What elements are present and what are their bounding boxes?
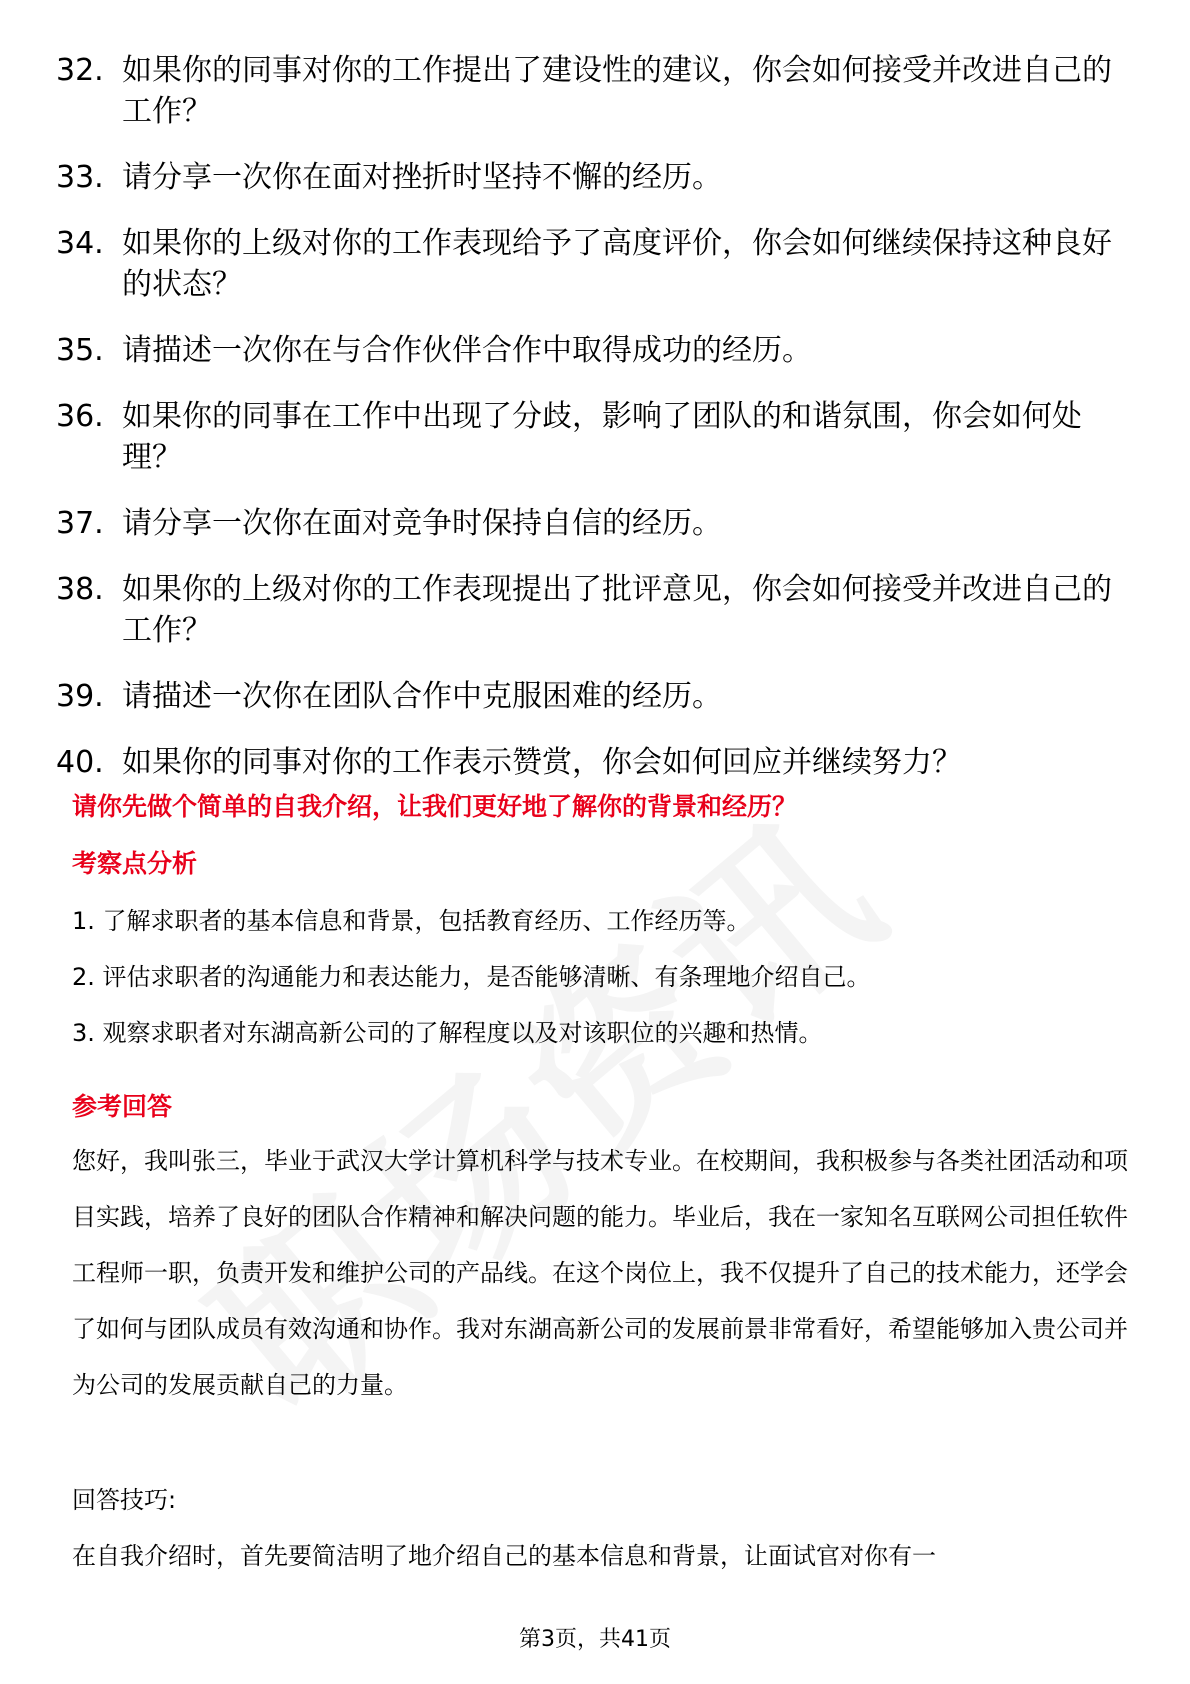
question-list	[56, 50, 1136, 808]
page-footer: 第3页，共41页	[519, 1627, 671, 1652]
question-number: 38.	[56, 572, 104, 607]
question-text: 如果你的上级对你的工作表现给予了高度评价，你会如何继续保持这种良好的状态？	[122, 226, 1112, 302]
question-text: 如果你的上级对你的工作表现提出了批评意见，你会如何接受并改进自己的工作？	[122, 572, 1112, 648]
question-number: 33.	[56, 160, 104, 195]
analysis-points	[72, 904, 1132, 1072]
tips-label: 回答技巧:	[72, 1486, 177, 1514]
question-text: 请描述一次你在团队合作中克服困难的经历。	[122, 679, 722, 714]
analysis-point: 1. 了解求职者的基本信息和背景，包括教育经历、工作经历等。	[72, 907, 751, 935]
question-text: 请分享一次你在面对竞争时保持自信的经历。	[122, 506, 722, 541]
question-item	[56, 157, 1136, 198]
question-text: 请分享一次你在面对挫折时坚持不懈的经历。	[122, 160, 722, 195]
question-number: 40.	[56, 745, 104, 780]
question-item	[56, 396, 1136, 478]
question-number: 35.	[56, 333, 104, 368]
question-item	[56, 742, 1136, 783]
reference-answer: 您好，我叫张三，毕业于武汉大学计算机科学与技术专业。在校期间，我积极参与各类社团活动和项目实践，培养了良好的团队合作精神和解决问题的能力。毕业后，我在一家知名互联网公司担任软件工程师一职，负责开发和维护公司的产品线。在这个岗位上，我不仅提升了自己的技术能力，还学会了如何与团队成员有效沟通和协作。我对东湖高新公司的发展前景非常看好，希望能够加入贵公司并为公司的发展贡献自己的力量。	[72, 1147, 1128, 1399]
analysis-point: 2. 评估求职者的沟通能力和表达能力，是否能够清晰、有条理地介绍自己。	[72, 963, 871, 991]
question-text: 如果你的同事对你的工作提出了建设性的建议，你会如何接受并改进自己的工作？	[122, 53, 1112, 129]
main-question: 请你先做个简单的自我介绍，让我们更好地了解你的背景和经历？	[72, 792, 798, 821]
question-number: 32.	[56, 53, 104, 88]
question-item	[56, 223, 1136, 305]
tips-text: 在自我介绍时，首先要简洁明了地介绍自己的基本信息和背景，让面试官对你有一	[72, 1542, 936, 1570]
question-text: 如果你的同事在工作中出现了分歧，影响了团队的和谐氛围，你会如何处理？	[122, 399, 1082, 475]
question-item	[56, 676, 1136, 717]
reference-heading: 参考回答	[72, 1092, 173, 1121]
analysis-heading: 考察点分析	[72, 849, 198, 878]
question-item	[56, 503, 1136, 544]
question-number: 36.	[56, 399, 104, 434]
question-text: 请描述一次你在与合作伙伴合作中取得成功的经历。	[122, 333, 812, 368]
question-item	[56, 330, 1136, 371]
analysis-point: 3. 观察求职者对东湖高新公司的了解程度以及对该职位的兴趣和热情。	[72, 1019, 823, 1047]
question-number: 34.	[56, 226, 104, 261]
question-item	[56, 569, 1136, 651]
question-number: 37.	[56, 506, 104, 541]
question-text: 如果你的同事对你的工作表示赞赏，你会如何回应并继续努力？	[122, 745, 962, 780]
question-item	[56, 50, 1136, 132]
question-number: 39.	[56, 679, 104, 714]
